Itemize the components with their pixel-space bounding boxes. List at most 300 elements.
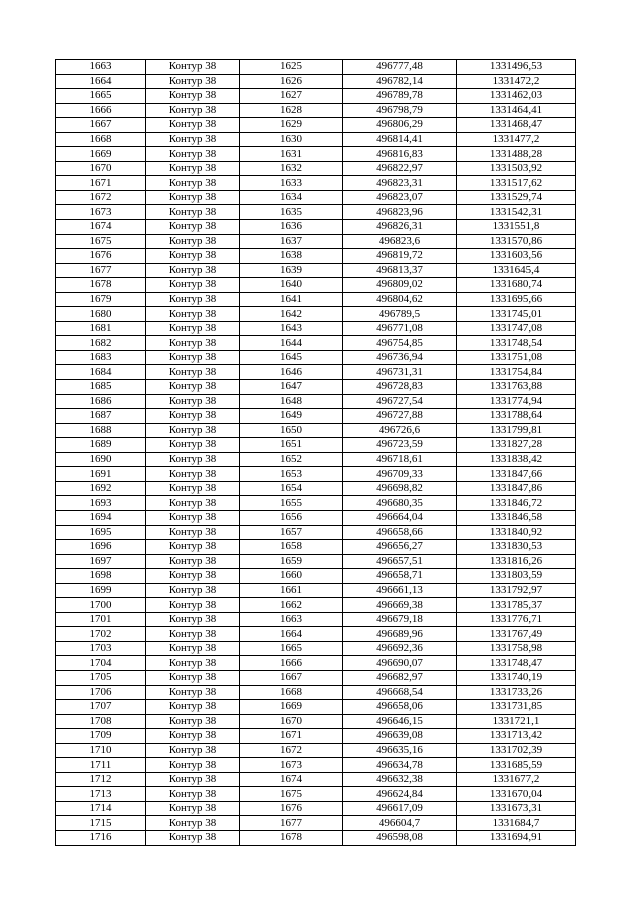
y-coordinate-cell: 1331792,97 [457,583,576,598]
point-number-cell: 1677 [240,816,343,831]
y-coordinate-cell: 1331702,39 [457,743,576,758]
y-coordinate-cell: 1331477,2 [457,132,576,147]
row-number-cell: 1716 [56,830,146,845]
row-number-cell: 1668 [56,132,146,147]
point-number-cell: 1638 [240,249,343,264]
x-coordinate-cell: 496646,15 [343,714,457,729]
table-row [56,147,576,162]
contour-name-cell: Контур 38 [146,118,240,133]
x-coordinate-cell: 496698,82 [343,481,457,496]
table-row [56,700,576,715]
y-coordinate-cell: 1331472,2 [457,74,576,89]
row-number-cell: 1672 [56,190,146,205]
y-coordinate-cell: 1331838,42 [457,452,576,467]
table-row [56,292,576,307]
table-row [56,74,576,89]
table-row [56,670,576,685]
table-row [56,336,576,351]
row-number-cell: 1667 [56,118,146,133]
point-number-cell: 1657 [240,525,343,540]
table-row [56,132,576,147]
table-row [56,452,576,467]
row-number-cell: 1685 [56,380,146,395]
contour-name-cell: Контур 38 [146,641,240,656]
table-row [56,729,576,744]
row-number-cell: 1674 [56,220,146,235]
row-number-cell: 1702 [56,627,146,642]
contour-name-cell: Контур 38 [146,423,240,438]
contour-name-cell: Контур 38 [146,801,240,816]
contour-name-cell: Контур 38 [146,700,240,715]
row-number-cell: 1666 [56,103,146,118]
point-number-cell: 1673 [240,758,343,773]
x-coordinate-cell: 496617,09 [343,801,457,816]
point-number-cell: 1646 [240,365,343,380]
table-row [56,60,576,75]
contour-name-cell: Контур 38 [146,772,240,787]
y-coordinate-cell: 1331785,37 [457,598,576,613]
point-number-cell: 1670 [240,714,343,729]
y-coordinate-cell: 1331733,26 [457,685,576,700]
row-number-cell: 1712 [56,772,146,787]
contour-name-cell: Контур 38 [146,729,240,744]
coordinates-table-body [56,60,576,846]
row-number-cell: 1682 [56,336,146,351]
y-coordinate-cell: 1331847,86 [457,481,576,496]
contour-name-cell: Контур 38 [146,350,240,365]
point-number-cell: 1633 [240,176,343,191]
x-coordinate-cell: 496823,6 [343,234,457,249]
row-number-cell: 1673 [56,205,146,220]
contour-name-cell: Контур 38 [146,714,240,729]
x-coordinate-cell: 496639,08 [343,729,457,744]
row-number-cell: 1676 [56,249,146,264]
table-row [56,583,576,598]
row-number-cell: 1699 [56,583,146,598]
x-coordinate-cell: 496718,61 [343,452,457,467]
x-coordinate-cell: 496658,66 [343,525,457,540]
point-number-cell: 1640 [240,278,343,293]
y-coordinate-cell: 1331673,31 [457,801,576,816]
point-number-cell: 1642 [240,307,343,322]
coordinates-table [55,59,576,846]
row-number-cell: 1709 [56,729,146,744]
point-number-cell: 1665 [240,641,343,656]
y-coordinate-cell: 1331551,8 [457,220,576,235]
point-number-cell: 1659 [240,554,343,569]
x-coordinate-cell: 496723,59 [343,438,457,453]
y-coordinate-cell: 1331748,54 [457,336,576,351]
x-coordinate-cell: 496782,14 [343,74,457,89]
table-row [56,598,576,613]
contour-name-cell: Контур 38 [146,249,240,264]
point-number-cell: 1629 [240,118,343,133]
table-row [56,249,576,264]
contour-name-cell: Контур 38 [146,234,240,249]
row-number-cell: 1704 [56,656,146,671]
x-coordinate-cell: 496789,78 [343,89,457,104]
y-coordinate-cell: 1331684,7 [457,816,576,831]
table-row [56,103,576,118]
table-row [56,263,576,278]
y-coordinate-cell: 1331740,19 [457,670,576,685]
x-coordinate-cell: 496658,06 [343,700,457,715]
point-number-cell: 1643 [240,321,343,336]
y-coordinate-cell: 1331774,94 [457,394,576,409]
table-row [56,714,576,729]
x-coordinate-cell: 496624,84 [343,787,457,802]
row-number-cell: 1677 [56,263,146,278]
point-number-cell: 1660 [240,569,343,584]
point-number-cell: 1658 [240,540,343,555]
table-row [56,190,576,205]
point-number-cell: 1676 [240,801,343,816]
contour-name-cell: Контур 38 [146,743,240,758]
point-number-cell: 1636 [240,220,343,235]
point-number-cell: 1662 [240,598,343,613]
contour-name-cell: Контур 38 [146,394,240,409]
table-row [56,787,576,802]
x-coordinate-cell: 496819,72 [343,249,457,264]
x-coordinate-cell: 496813,37 [343,263,457,278]
x-coordinate-cell: 496789,5 [343,307,457,322]
x-coordinate-cell: 496661,13 [343,583,457,598]
row-number-cell: 1678 [56,278,146,293]
row-number-cell: 1706 [56,685,146,700]
point-number-cell: 1641 [240,292,343,307]
x-coordinate-cell: 496804,62 [343,292,457,307]
point-number-cell: 1653 [240,467,343,482]
point-number-cell: 1625 [240,60,343,75]
y-coordinate-cell: 1331767,49 [457,627,576,642]
y-coordinate-cell: 1331694,91 [457,830,576,845]
y-coordinate-cell: 1331721,1 [457,714,576,729]
row-number-cell: 1715 [56,816,146,831]
x-coordinate-cell: 496657,51 [343,554,457,569]
x-coordinate-cell: 496777,48 [343,60,457,75]
x-coordinate-cell: 496727,54 [343,394,457,409]
row-number-cell: 1711 [56,758,146,773]
x-coordinate-cell: 496822,97 [343,161,457,176]
contour-name-cell: Контур 38 [146,103,240,118]
y-coordinate-cell: 1331529,74 [457,190,576,205]
y-coordinate-cell: 1331645,4 [457,263,576,278]
contour-name-cell: Контур 38 [146,481,240,496]
x-coordinate-cell: 496664,04 [343,510,457,525]
table-row [56,816,576,831]
row-number-cell: 1697 [56,554,146,569]
x-coordinate-cell: 496798,79 [343,103,457,118]
row-number-cell: 1689 [56,438,146,453]
point-number-cell: 1667 [240,670,343,685]
point-number-cell: 1637 [240,234,343,249]
point-number-cell: 1630 [240,132,343,147]
x-coordinate-cell: 496806,29 [343,118,457,133]
y-coordinate-cell: 1331745,01 [457,307,576,322]
point-number-cell: 1672 [240,743,343,758]
y-coordinate-cell: 1331503,92 [457,161,576,176]
table-row [56,685,576,700]
contour-name-cell: Контур 38 [146,190,240,205]
x-coordinate-cell: 496680,35 [343,496,457,511]
row-number-cell: 1695 [56,525,146,540]
table-row [56,394,576,409]
y-coordinate-cell: 1331751,08 [457,350,576,365]
row-number-cell: 1665 [56,89,146,104]
x-coordinate-cell: 496669,38 [343,598,457,613]
row-number-cell: 1664 [56,74,146,89]
contour-name-cell: Контур 38 [146,60,240,75]
point-number-cell: 1651 [240,438,343,453]
x-coordinate-cell: 496668,54 [343,685,457,700]
contour-name-cell: Контур 38 [146,452,240,467]
x-coordinate-cell: 496682,97 [343,670,457,685]
point-number-cell: 1628 [240,103,343,118]
point-number-cell: 1632 [240,161,343,176]
table-row [56,612,576,627]
y-coordinate-cell: 1331827,28 [457,438,576,453]
table-row [56,496,576,511]
contour-name-cell: Контур 38 [146,554,240,569]
y-coordinate-cell: 1331830,53 [457,540,576,555]
x-coordinate-cell: 496814,41 [343,132,457,147]
row-number-cell: 1693 [56,496,146,511]
contour-name-cell: Контур 38 [146,307,240,322]
x-coordinate-cell: 496823,07 [343,190,457,205]
contour-name-cell: Контур 38 [146,816,240,831]
contour-name-cell: Контур 38 [146,278,240,293]
point-number-cell: 1647 [240,380,343,395]
row-number-cell: 1663 [56,60,146,75]
table-row [56,830,576,845]
y-coordinate-cell: 1331542,31 [457,205,576,220]
row-number-cell: 1680 [56,307,146,322]
contour-name-cell: Контур 38 [146,365,240,380]
x-coordinate-cell: 496727,88 [343,409,457,424]
x-coordinate-cell: 496692,36 [343,641,457,656]
x-coordinate-cell: 496598,08 [343,830,457,845]
contour-name-cell: Контур 38 [146,612,240,627]
row-number-cell: 1714 [56,801,146,816]
y-coordinate-cell: 1331754,84 [457,365,576,380]
point-number-cell: 1635 [240,205,343,220]
point-number-cell: 1631 [240,147,343,162]
contour-name-cell: Контур 38 [146,787,240,802]
table-row [56,350,576,365]
x-coordinate-cell: 496632,38 [343,772,457,787]
point-number-cell: 1655 [240,496,343,511]
table-row [56,569,576,584]
table-row [56,525,576,540]
y-coordinate-cell: 1331748,47 [457,656,576,671]
point-number-cell: 1645 [240,350,343,365]
y-coordinate-cell: 1331747,08 [457,321,576,336]
x-coordinate-cell: 496689,96 [343,627,457,642]
contour-name-cell: Контур 38 [146,380,240,395]
contour-name-cell: Контур 38 [146,263,240,278]
y-coordinate-cell: 1331731,85 [457,700,576,715]
y-coordinate-cell: 1331464,41 [457,103,576,118]
point-number-cell: 1669 [240,700,343,715]
y-coordinate-cell: 1331488,28 [457,147,576,162]
point-number-cell: 1671 [240,729,343,744]
y-coordinate-cell: 1331517,62 [457,176,576,191]
contour-name-cell: Контур 38 [146,336,240,351]
table-row [56,540,576,555]
contour-name-cell: Контур 38 [146,205,240,220]
contour-name-cell: Контур 38 [146,525,240,540]
y-coordinate-cell: 1331763,88 [457,380,576,395]
contour-name-cell: Контур 38 [146,598,240,613]
x-coordinate-cell: 496731,31 [343,365,457,380]
table-row [56,234,576,249]
contour-name-cell: Контур 38 [146,569,240,584]
contour-name-cell: Контур 38 [146,496,240,511]
x-coordinate-cell: 496726,6 [343,423,457,438]
row-number-cell: 1698 [56,569,146,584]
row-number-cell: 1686 [56,394,146,409]
y-coordinate-cell: 1331680,74 [457,278,576,293]
y-coordinate-cell: 1331803,59 [457,569,576,584]
contour-name-cell: Контур 38 [146,74,240,89]
row-number-cell: 1684 [56,365,146,380]
point-number-cell: 1678 [240,830,343,845]
point-number-cell: 1664 [240,627,343,642]
contour-name-cell: Контур 38 [146,510,240,525]
point-number-cell: 1652 [240,452,343,467]
x-coordinate-cell: 496635,16 [343,743,457,758]
contour-name-cell: Контур 38 [146,627,240,642]
contour-name-cell: Контур 38 [146,540,240,555]
point-number-cell: 1668 [240,685,343,700]
point-number-cell: 1663 [240,612,343,627]
y-coordinate-cell: 1331816,26 [457,554,576,569]
table-row [56,641,576,656]
point-number-cell: 1656 [240,510,343,525]
point-number-cell: 1675 [240,787,343,802]
row-number-cell: 1675 [56,234,146,249]
y-coordinate-cell: 1331462,03 [457,89,576,104]
x-coordinate-cell: 496826,31 [343,220,457,235]
point-number-cell: 1648 [240,394,343,409]
table-row [56,205,576,220]
point-number-cell: 1674 [240,772,343,787]
point-number-cell: 1654 [240,481,343,496]
table-row [56,161,576,176]
row-number-cell: 1688 [56,423,146,438]
contour-name-cell: Контур 38 [146,176,240,191]
contour-name-cell: Контур 38 [146,758,240,773]
row-number-cell: 1705 [56,670,146,685]
contour-name-cell: Контур 38 [146,89,240,104]
point-number-cell: 1644 [240,336,343,351]
table-row [56,438,576,453]
row-number-cell: 1701 [56,612,146,627]
table-row [56,801,576,816]
table-row [56,409,576,424]
contour-name-cell: Контур 38 [146,670,240,685]
y-coordinate-cell: 1331713,42 [457,729,576,744]
y-coordinate-cell: 1331788,64 [457,409,576,424]
table-row [56,772,576,787]
contour-name-cell: Контур 38 [146,147,240,162]
y-coordinate-cell: 1331468,47 [457,118,576,133]
row-number-cell: 1700 [56,598,146,613]
point-number-cell: 1627 [240,89,343,104]
y-coordinate-cell: 1331670,04 [457,787,576,802]
row-number-cell: 1710 [56,743,146,758]
x-coordinate-cell: 496709,33 [343,467,457,482]
y-coordinate-cell: 1331846,72 [457,496,576,511]
table-row [56,656,576,671]
y-coordinate-cell: 1331776,71 [457,612,576,627]
x-coordinate-cell: 496754,85 [343,336,457,351]
y-coordinate-cell: 1331847,66 [457,467,576,482]
row-number-cell: 1707 [56,700,146,715]
y-coordinate-cell: 1331799,81 [457,423,576,438]
x-coordinate-cell: 496728,83 [343,380,457,395]
contour-name-cell: Контур 38 [146,132,240,147]
row-number-cell: 1713 [56,787,146,802]
table-row [56,423,576,438]
point-number-cell: 1666 [240,656,343,671]
y-coordinate-cell: 1331846,58 [457,510,576,525]
row-number-cell: 1708 [56,714,146,729]
row-number-cell: 1679 [56,292,146,307]
y-coordinate-cell: 1331496,53 [457,60,576,75]
contour-name-cell: Контур 38 [146,685,240,700]
contour-name-cell: Контур 38 [146,583,240,598]
y-coordinate-cell: 1331685,59 [457,758,576,773]
contour-name-cell: Контур 38 [146,220,240,235]
table-row [56,307,576,322]
x-coordinate-cell: 496809,02 [343,278,457,293]
y-coordinate-cell: 1331677,2 [457,772,576,787]
y-coordinate-cell: 1331603,56 [457,249,576,264]
y-coordinate-cell: 1331570,86 [457,234,576,249]
y-coordinate-cell: 1331758,98 [457,641,576,656]
contour-name-cell: Контур 38 [146,161,240,176]
table-row [56,220,576,235]
x-coordinate-cell: 496679,18 [343,612,457,627]
x-coordinate-cell: 496736,94 [343,350,457,365]
row-number-cell: 1671 [56,176,146,191]
y-coordinate-cell: 1331695,66 [457,292,576,307]
table-row [56,627,576,642]
table-row [56,554,576,569]
row-number-cell: 1687 [56,409,146,424]
contour-name-cell: Контур 38 [146,438,240,453]
contour-name-cell: Контур 38 [146,830,240,845]
row-number-cell: 1690 [56,452,146,467]
point-number-cell: 1639 [240,263,343,278]
table-row [56,365,576,380]
table-row [56,89,576,104]
row-number-cell: 1692 [56,481,146,496]
row-number-cell: 1669 [56,147,146,162]
contour-name-cell: Контур 38 [146,292,240,307]
x-coordinate-cell: 496656,27 [343,540,457,555]
table-row [56,481,576,496]
table-row [56,278,576,293]
table-row [56,321,576,336]
table-row [56,743,576,758]
x-coordinate-cell: 496604,7 [343,816,457,831]
point-number-cell: 1650 [240,423,343,438]
table-row [56,467,576,482]
contour-name-cell: Контур 38 [146,409,240,424]
x-coordinate-cell: 496634,78 [343,758,457,773]
